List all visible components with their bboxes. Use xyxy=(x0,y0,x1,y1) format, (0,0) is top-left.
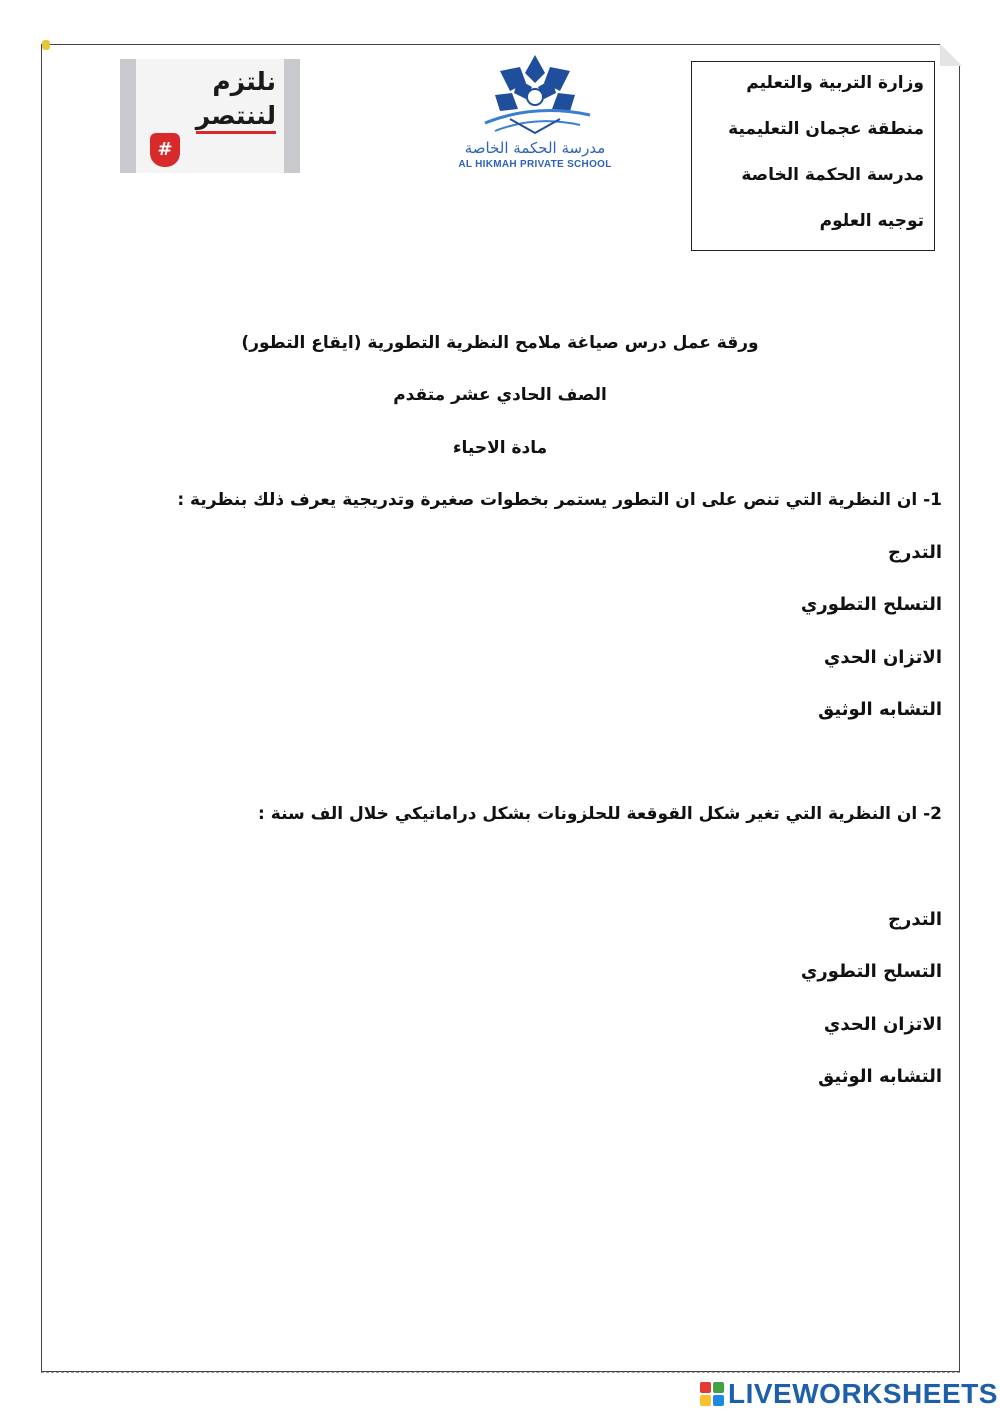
worksheet-title xyxy=(100,333,900,353)
q1-option-arms-race[interactable]: التسلح التطوري xyxy=(800,594,942,615)
q2-option-arms-race[interactable]: التسلح التطوري xyxy=(800,961,942,982)
pin-icon xyxy=(42,40,50,50)
school-emblem-icon xyxy=(440,53,630,143)
school-logo xyxy=(440,53,630,178)
grade-title xyxy=(100,385,900,405)
block-blue xyxy=(713,1395,724,1406)
block-red xyxy=(700,1382,711,1393)
q1-option-close-similarity[interactable]: التشابه الوثيق xyxy=(818,699,942,720)
slogan-line-1: نلتزم xyxy=(212,67,276,96)
q2-option-punctuated-equilibrium[interactable]: الاتزان الحدي xyxy=(823,1014,942,1035)
q2-option-close-similarity[interactable]: التشابه الوثيق xyxy=(818,1066,942,1087)
question-1-text: 1- ان النظرية التي تنص على ان التطور يستمر بخطوات صغيرة وتدريجية يعرف ذلك بنظرية : xyxy=(177,490,942,510)
worksheet-title-text: ورقة عمل درس صياغة ملامح النظرية التطورية (ايقاع التطور) xyxy=(241,333,759,353)
region-name: منطقة عجمان التعليمية xyxy=(728,119,924,139)
school-name: مدرسة الحكمة الخاصة xyxy=(741,165,924,185)
liveworksheets-blocks-icon xyxy=(700,1382,724,1406)
hashtag-shield-icon: # xyxy=(150,133,180,167)
grade-title-text: الصف الحادي عشر متقدم xyxy=(393,385,607,405)
block-yellow xyxy=(700,1395,711,1406)
question-2-text: 2- ان النظرية التي تغير شكل القوقعة للحلزونات بشكل دراماتيكي خلال الف سنة : xyxy=(258,804,942,824)
q1-option-punctuated-equilibrium[interactable]: الاتزان الحدي xyxy=(823,647,942,668)
block-green xyxy=(713,1382,724,1393)
liveworksheets-brand-text: LIVEWORKSHEETS xyxy=(728,1378,998,1409)
department-name: توجيه العلوم xyxy=(819,211,924,231)
school-logo-english: AL HIKMAH PRIVATE SCHOOL xyxy=(458,159,612,170)
school-header-box xyxy=(691,61,935,251)
slogan-line-2: لننتصر xyxy=(196,101,276,134)
liveworksheets-logo[interactable] xyxy=(700,1378,998,1410)
subject-title-text: مادة الاحياء xyxy=(452,438,548,458)
subject-title xyxy=(100,438,900,458)
school-logo-arabic: مدرسة الحكمة الخاصة xyxy=(464,139,606,157)
slogan-image xyxy=(120,59,300,173)
q2-option-gradualism[interactable]: التدرج xyxy=(887,909,942,930)
ministry-name: وزارة التربية والتعليم xyxy=(746,73,924,93)
page-bottom-divider xyxy=(41,1372,960,1373)
q1-option-gradualism[interactable]: التدرج xyxy=(887,542,942,563)
page-fold-corner xyxy=(940,44,962,66)
